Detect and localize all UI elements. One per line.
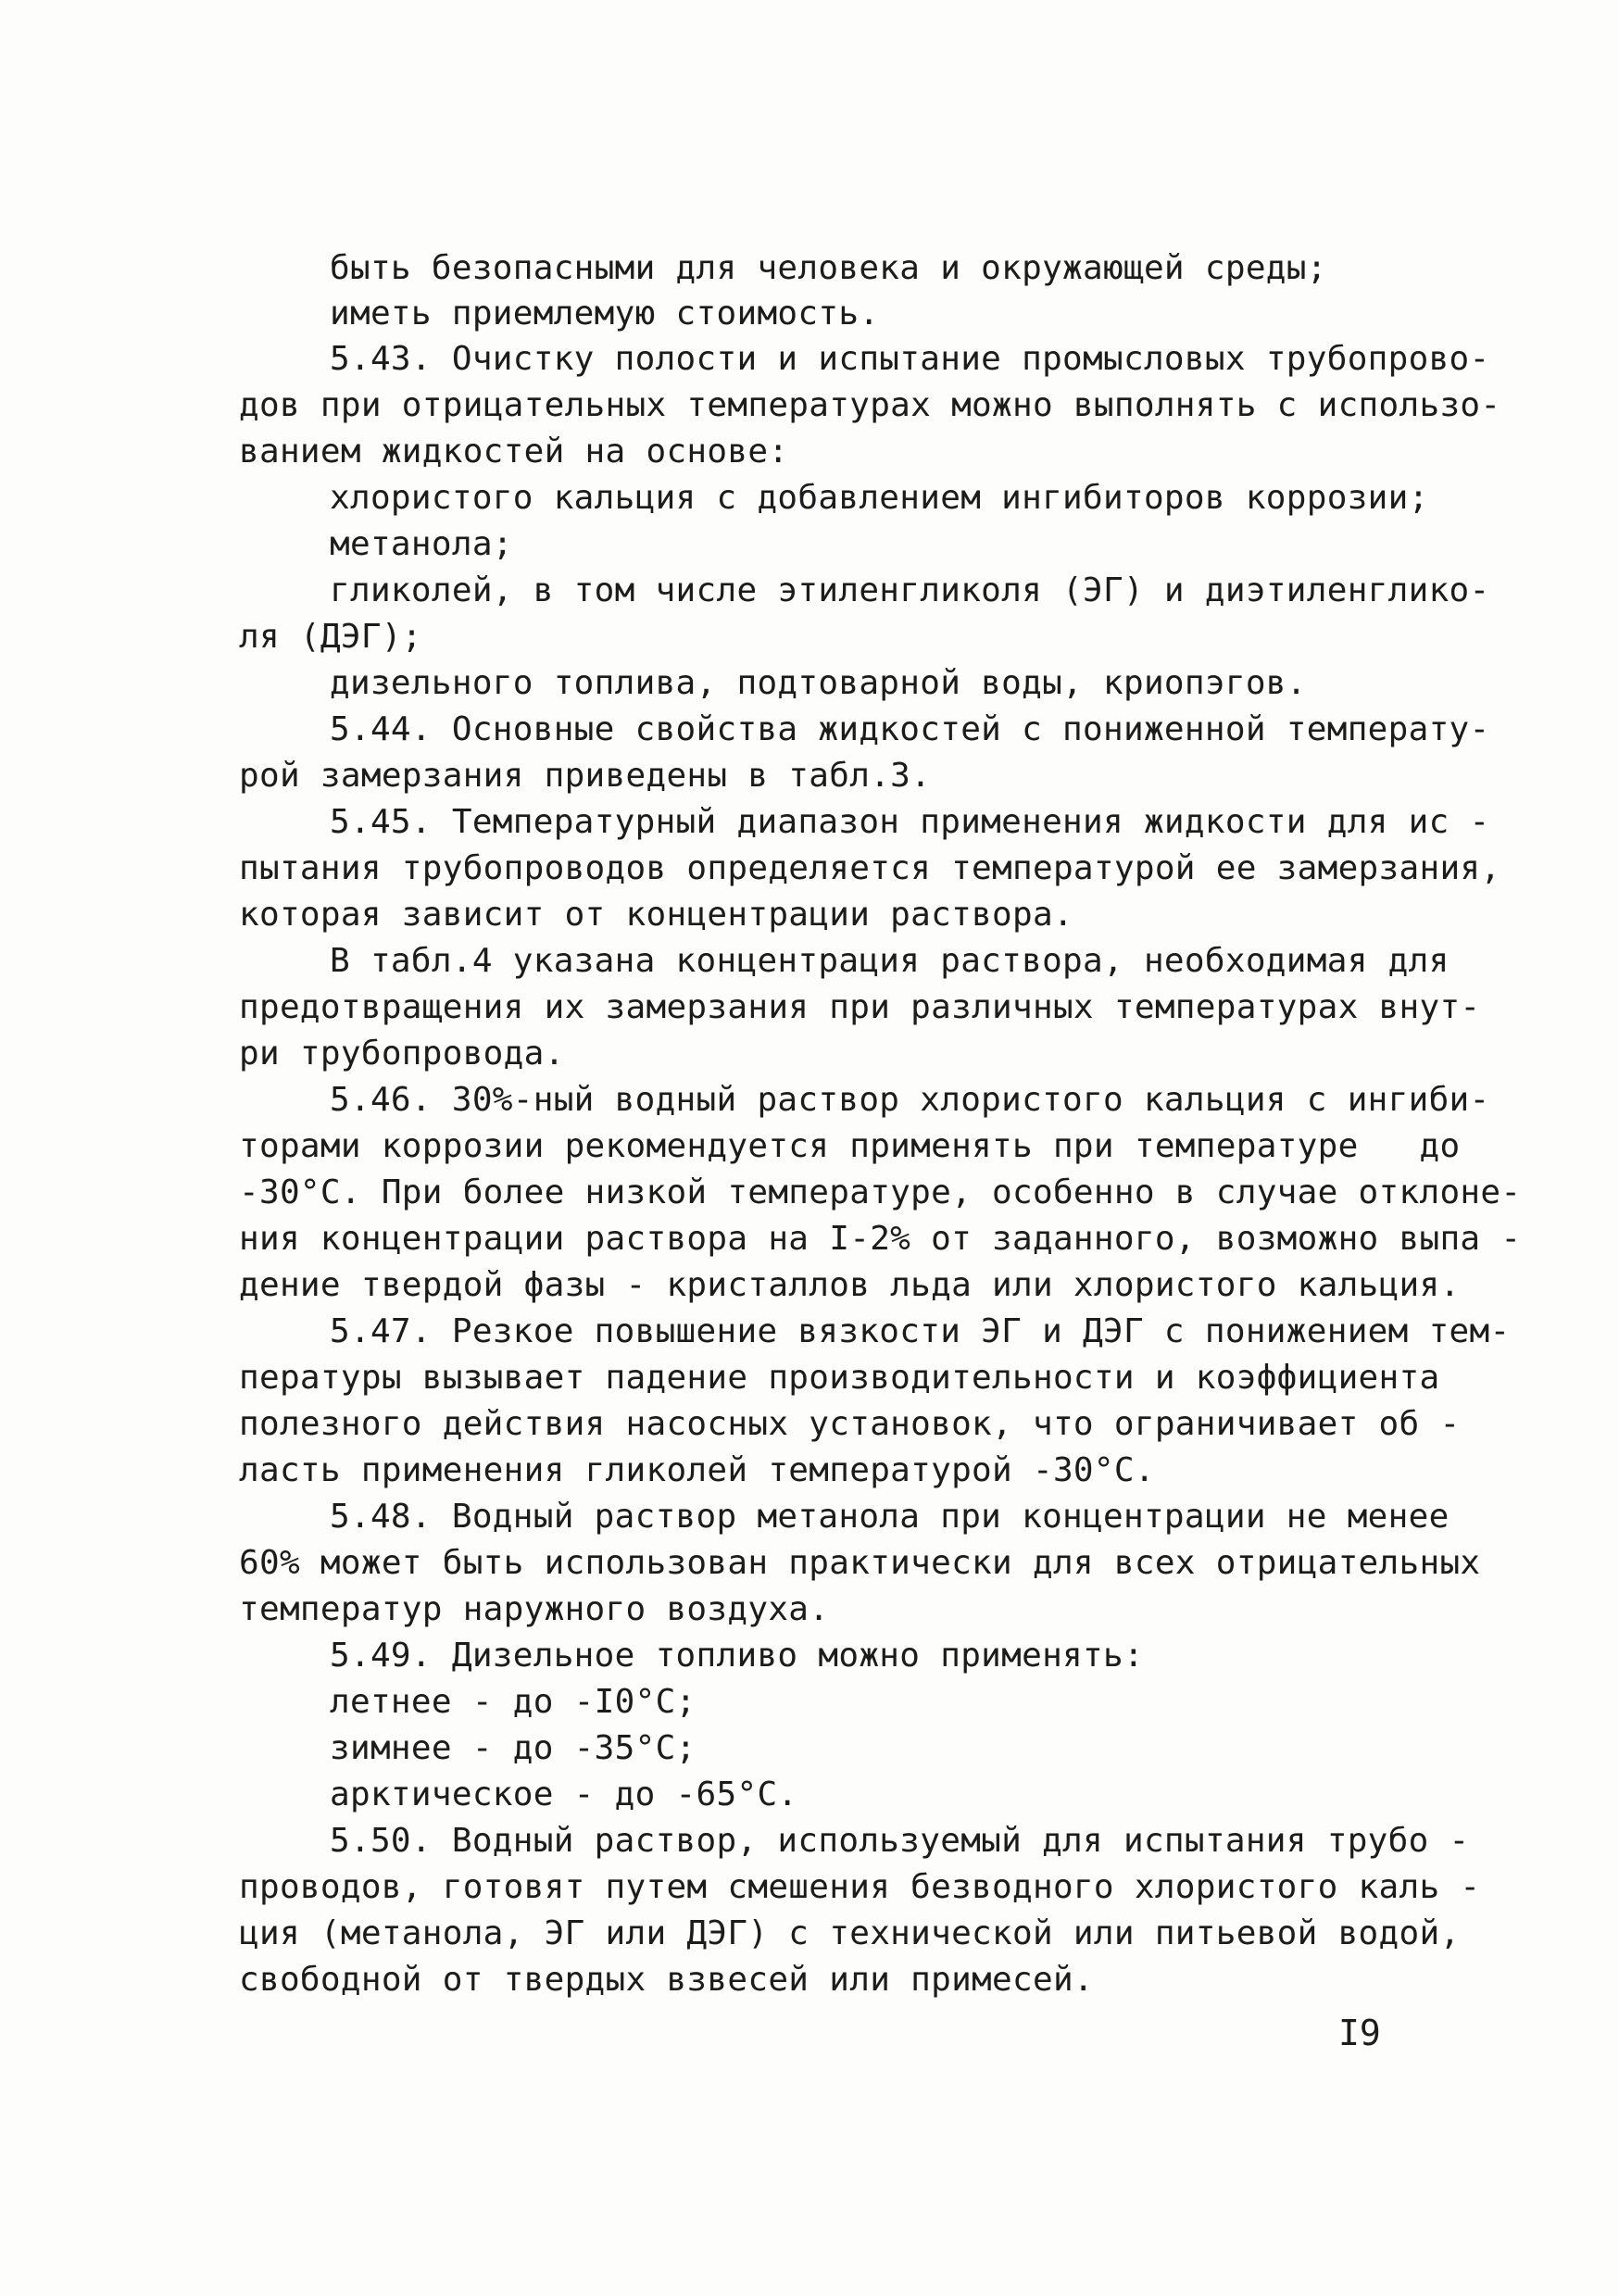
text-line: 5.45. Температурный диапазон применения жидкости для ис - xyxy=(330,803,1490,841)
text-line: -30°С. При более низкой температуре, особенно в случае отклоне- xyxy=(239,1173,1522,1211)
text-line: ция (метанола, ЭГ или ДЭГ) с технической или питьевой водой, xyxy=(239,1914,1461,1952)
text-line: 5.49. Дизельное топливо можно применять: xyxy=(330,1637,1144,1675)
text-line: ния концентрации раствора на I-2% от заданного, возможно выпа - xyxy=(239,1220,1522,1258)
text-line: ри трубопровода. xyxy=(239,1035,565,1073)
text-line: 5.47. Резкое повышение вязкости ЭГ и ДЭГ с понижением тем- xyxy=(330,1312,1511,1350)
text-line: летнее - до -I0°С; xyxy=(330,1683,697,1721)
text-line: зимнее - до -35°С; xyxy=(330,1729,697,1767)
text-line: торами коррозии рекомендуется применять при температуре до xyxy=(239,1127,1461,1165)
text-line: проводов, готовят путем смешения безводного хлористого каль - xyxy=(239,1868,1481,1906)
text-line: ласть применения гликолей температурой -30°С. xyxy=(239,1451,1155,1489)
text-line: дение твердой фазы - кристаллов льда или хлористого кальция. xyxy=(239,1266,1461,1304)
text-line: дизельного топлива, подтоварной воды, криопэгов. xyxy=(330,664,1307,702)
text-line: 5.44. Основные свойства жидкостей с пониженной температу- xyxy=(330,710,1490,748)
text-line: быть безопасными для человека и окружающей среды; xyxy=(330,249,1327,287)
text-line: В табл.4 указана концентрация раствора, необходимая для xyxy=(330,942,1450,980)
page-number: I9 xyxy=(1338,2013,1381,2053)
text-line: предотвращения их замерзания при различных температурах внут- xyxy=(239,988,1481,1026)
text-line: пературы вызывает падение производительности и коэффициента xyxy=(239,1359,1440,1397)
text-line: свободной от твердых взвесей или примесей. xyxy=(239,1961,1094,1999)
text-line: полезного действия насосных установок, что ограничивает об - xyxy=(239,1405,1461,1443)
text-line: температур наружного воздуха. xyxy=(239,1590,830,1628)
text-line: дов при отрицательных температурах можно выполнять с использо- xyxy=(239,386,1501,424)
text-line: 60% может быть использован практически для всех отрицательных xyxy=(239,1544,1481,1582)
text-line: ля (ДЭГ); xyxy=(239,618,422,656)
text-line: 5.46. 30%-ный водный раствор хлористого кальция с ингиби- xyxy=(330,1081,1490,1119)
text-line: 5.48. Водный раствор метанола при концентрации не менее xyxy=(330,1498,1450,1536)
text-line: 5.43. Очистку полости и испытание промысловых трубопрово- xyxy=(330,340,1490,378)
text-line: пытания трубопроводов определяется температурой ее замерзания, xyxy=(239,849,1501,887)
text-line: иметь приемлемую стоимость. xyxy=(330,295,880,332)
text-line: ванием жидкостей на основе: xyxy=(239,433,789,470)
text-line: гликолей, в том числе этиленгликоля (ЭГ) и диэтиленглико- xyxy=(330,571,1490,609)
text-line: метанола; xyxy=(330,525,513,563)
text-line: хлористого кальция с добавлением ингибиторов коррозии; xyxy=(330,479,1429,517)
text-line: рой замерзания приведены в табл.3. xyxy=(239,757,932,795)
text-line: арктическое - до -65°С. xyxy=(330,1775,798,1813)
text-line: 5.50. Водный раствор, используемый для испытания трубо - xyxy=(330,1822,1470,1860)
text-line: которая зависит от концентрации раствора. xyxy=(239,896,1073,934)
